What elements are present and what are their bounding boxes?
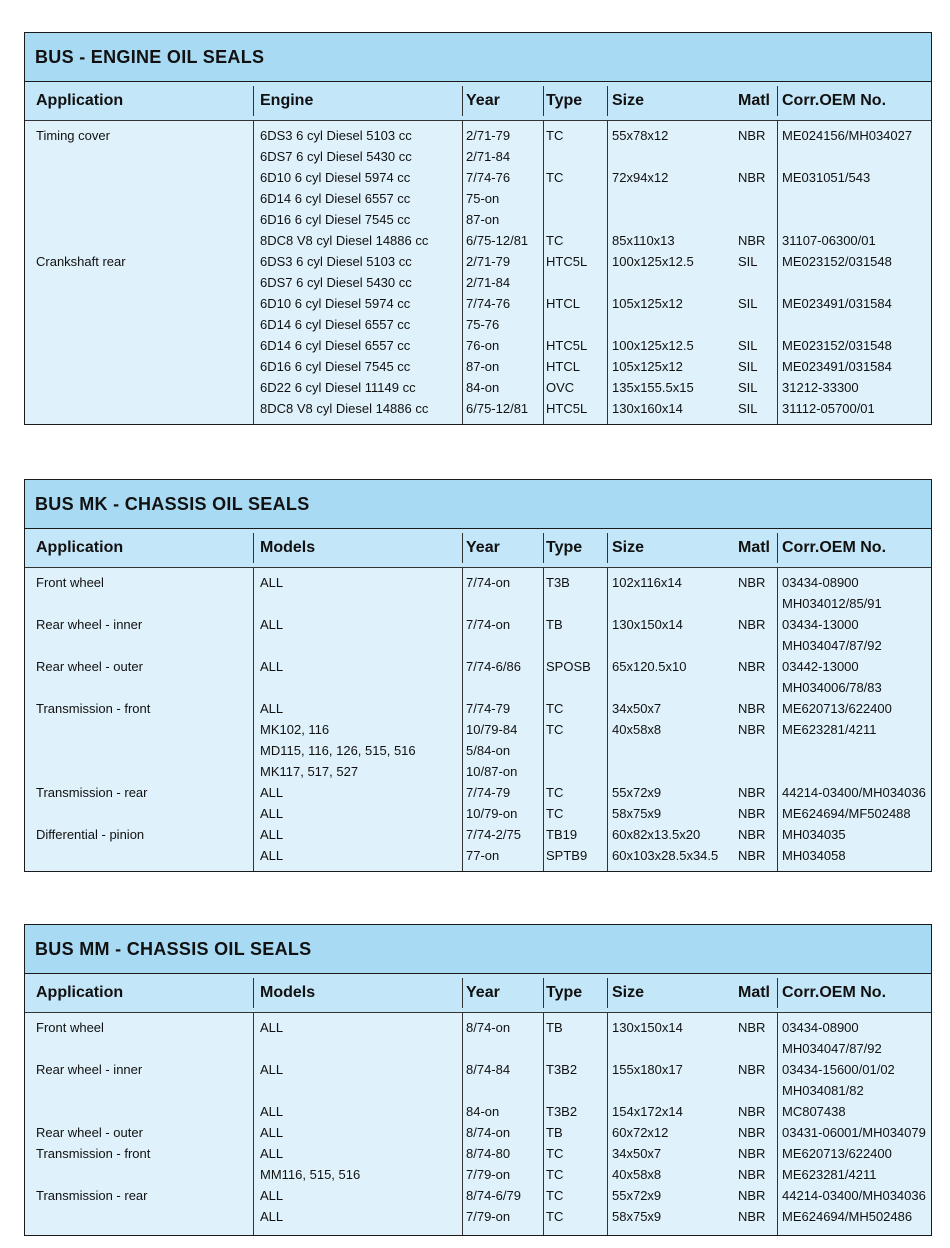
cell-material: NBR (738, 827, 766, 842)
header-divider (543, 533, 544, 563)
table-row (25, 335, 931, 356)
cell-size: 130x150x14 (612, 617, 683, 632)
cell-oem-number: ME024156/MH034027 (782, 128, 913, 143)
cell-engine-model: MD115, 116, 126, 515, 516 (260, 743, 416, 758)
cell-oem-number: MC807438 (782, 1104, 846, 1119)
header-divider (607, 86, 608, 116)
cell-year: 7/74-76 (466, 170, 511, 185)
cell-type: T3B2 (546, 1062, 578, 1077)
header-divider (253, 533, 254, 563)
cell-type: OVC (546, 380, 575, 395)
cell-application: Rear wheel - outer (36, 659, 143, 674)
cell-type: SPTB9 (546, 848, 588, 863)
table-row (25, 1185, 931, 1206)
cell-oem-number: 03442-13000 (782, 659, 859, 674)
cell-type: TC (546, 233, 564, 248)
cell-material: NBR (738, 1209, 766, 1224)
cell-engine-model: ALL (260, 806, 284, 821)
cell-application: Transmission - front (36, 1146, 151, 1161)
cell-application: Rear wheel - inner (36, 617, 143, 632)
header-divider (543, 978, 544, 1008)
cell-engine-model: 6DS7 6 cyl Diesel 5430 cc (260, 275, 412, 290)
column-header-year: Year (466, 984, 500, 1001)
cell-type: TC (546, 1209, 564, 1224)
cell-application: Transmission - rear (36, 785, 148, 800)
cell-type: TB19 (546, 827, 578, 842)
section-title: BUS MM - CHASSIS OIL SEALS (35, 938, 312, 959)
cell-year: 2/71-84 (466, 149, 511, 164)
cell-oem-number: 31112-05700/01 (782, 401, 875, 416)
column-header-oem-number: Corr.OEM No. (782, 92, 887, 109)
table-row (25, 1059, 931, 1080)
cell-engine-model: 6D16 6 cyl Diesel 7545 cc (260, 212, 411, 227)
cell-year: 6/75-12/81 (466, 233, 529, 248)
table-row (25, 782, 931, 803)
cell-type: HTC5L (546, 338, 588, 353)
table-row (25, 167, 931, 188)
cell-engine-model: ALL (260, 827, 284, 842)
cell-type: T3B2 (546, 1104, 578, 1119)
table-row (25, 125, 931, 146)
cell-oem-number: 03434-13000 (782, 617, 859, 632)
table-row (25, 740, 931, 761)
cell-year: 7/74-on (466, 575, 511, 590)
cell-year: 76-on (466, 338, 500, 353)
cell-application: Front wheel (36, 1020, 104, 1035)
cell-type: TB (546, 617, 563, 632)
header-divider (462, 533, 463, 563)
table-row (25, 677, 931, 698)
table-row (25, 1122, 931, 1143)
cell-oem-number: ME623281/4211 (782, 722, 877, 737)
cell-engine-model: 6D14 6 cyl Diesel 6557 cc (260, 317, 411, 332)
cell-engine-model: 6D16 6 cyl Diesel 7545 cc (260, 359, 411, 374)
cell-application: Transmission - rear (36, 1188, 148, 1203)
seal-table-section (24, 32, 932, 425)
cell-year: 75-76 (466, 317, 500, 332)
table-row (25, 761, 931, 782)
table-row (25, 314, 931, 335)
cell-oem-number: ME620713/622400 (782, 701, 892, 716)
header-divider (543, 86, 544, 116)
cell-type: T3B (546, 575, 570, 590)
cell-type: TC (546, 722, 564, 737)
cell-size: 65x120.5x10 (612, 659, 687, 674)
cell-type: TC (546, 1188, 564, 1203)
cell-material: NBR (738, 785, 766, 800)
cell-year: 2/71-84 (466, 275, 511, 290)
cell-oem-number: ME624694/MF502488 (782, 806, 911, 821)
cell-size: 34x50x7 (612, 1146, 662, 1161)
cell-oem-number: ME023152/031548 (782, 254, 892, 269)
table-header (25, 529, 931, 568)
table-row (25, 1080, 931, 1101)
cell-engine-model: 6D14 6 cyl Diesel 6557 cc (260, 191, 411, 206)
cell-year: 5/84-on (466, 743, 511, 758)
cell-engine-model: 8DC8 V8 cyl Diesel 14886 cc (260, 233, 429, 248)
table-row (25, 188, 931, 209)
cell-type: HTC5L (546, 254, 588, 269)
table-row (25, 1017, 931, 1038)
header-divider (607, 533, 608, 563)
cell-engine-model: 6DS3 6 cyl Diesel 5103 cc (260, 254, 412, 269)
table-row (25, 719, 931, 740)
cell-type: TC (546, 1167, 564, 1182)
table-header (25, 974, 931, 1013)
cell-material: NBR (738, 701, 766, 716)
cell-oem-number: ME620713/622400 (782, 1146, 892, 1161)
table-row (25, 803, 931, 824)
cell-oem-number: 31107-06300/01 (782, 233, 876, 248)
column-header-oem-number: Corr.OEM No. (782, 539, 887, 556)
cell-year: 77-on (466, 848, 500, 863)
cell-engine-model: ALL (260, 1146, 284, 1161)
column-header-year: Year (466, 92, 500, 109)
cell-engine-model: MK102, 116 (260, 722, 330, 737)
cell-engine-model: ALL (260, 659, 284, 674)
cell-size: 130x160x14 (612, 401, 683, 416)
table-row (25, 146, 931, 167)
cell-year: 8/74-80 (466, 1146, 511, 1161)
cell-engine-model: ALL (260, 1125, 284, 1140)
cell-material: NBR (738, 170, 766, 185)
column-header-year: Year (466, 539, 500, 556)
header-divider (777, 533, 778, 563)
column-header-type: Type (546, 539, 583, 556)
table-row (25, 293, 931, 314)
table-header (25, 82, 931, 121)
cell-year: 8/74-84 (466, 1062, 511, 1077)
cell-size: 60x82x13.5x20 (612, 827, 701, 842)
cell-oem-number: ME623281/4211 (782, 1167, 877, 1182)
column-header-type: Type (546, 984, 583, 1001)
header-divider (777, 978, 778, 1008)
cell-size: 154x172x14 (612, 1104, 683, 1119)
cell-material: SIL (738, 359, 758, 374)
column-header-application: Application (36, 92, 124, 109)
cell-engine-model: 6D22 6 cyl Diesel 11149 cc (260, 380, 416, 395)
cell-engine-model: ALL (260, 1062, 284, 1077)
cell-year: 10/79-84 (466, 722, 518, 737)
table-row (25, 1101, 931, 1122)
cell-material: NBR (738, 128, 766, 143)
cell-type: TC (546, 128, 564, 143)
cell-oem-number: 03434-15600/01/02 (782, 1062, 895, 1077)
table-row (25, 572, 931, 593)
section-title-bar (25, 33, 931, 82)
cell-application: Transmission - front (36, 701, 151, 716)
cell-type: TC (546, 1146, 564, 1161)
table-row (25, 272, 931, 293)
section-title: BUS - ENGINE OIL SEALS (35, 46, 265, 67)
cell-oem-number: ME023152/031548 (782, 338, 892, 353)
cell-material: NBR (738, 806, 766, 821)
seal-table-section (24, 924, 932, 1236)
cell-size: 55x78x12 (612, 128, 669, 143)
column-header-oem-number: Corr.OEM No. (782, 984, 887, 1001)
cell-material: NBR (738, 1020, 766, 1035)
table-row (25, 251, 931, 272)
cell-size: 85x110x13 (612, 233, 675, 248)
cell-oem-number: 44214-03400/MH034036 (782, 785, 926, 800)
cell-application: Differential - pinion (36, 827, 145, 842)
cell-engine-model: 6DS3 6 cyl Diesel 5103 cc (260, 128, 412, 143)
cell-year: 75-on (466, 191, 500, 206)
cell-engine-model: 6D10 6 cyl Diesel 5974 cc (260, 296, 411, 311)
section-title-bar (25, 925, 931, 974)
section-title: BUS MK - CHASSIS OIL SEALS (35, 493, 310, 514)
table-row (25, 845, 931, 866)
cell-engine-model: ALL (260, 575, 284, 590)
cell-engine-model: ALL (260, 785, 284, 800)
cell-oem-number: ME023491/031584 (782, 296, 892, 311)
cell-engine-model: ALL (260, 1020, 284, 1035)
cell-size: 34x50x7 (612, 701, 662, 716)
column-header-material: Matl (738, 984, 770, 1001)
cell-year: 2/71-79 (466, 128, 511, 143)
cell-oem-number: 31212-33300 (782, 380, 859, 395)
cell-year: 7/74-6/86 (466, 659, 521, 674)
cell-engine-model: ALL (260, 701, 284, 716)
cell-material: NBR (738, 1167, 766, 1182)
cell-material: SIL (738, 380, 758, 395)
column-header-material: Matl (738, 539, 770, 556)
cell-material: SIL (738, 254, 758, 269)
cell-year: 7/74-on (466, 617, 511, 632)
header-divider (462, 86, 463, 116)
cell-year: 7/74-79 (466, 701, 511, 716)
table-row (25, 656, 931, 677)
cell-engine-model: ALL (260, 1188, 284, 1203)
table-body (25, 121, 931, 424)
header-divider (253, 978, 254, 1008)
cell-year: 6/75-12/81 (466, 401, 529, 416)
cell-material: SIL (738, 296, 758, 311)
table-row (25, 356, 931, 377)
table-row (25, 398, 931, 419)
cell-engine-model: 6D10 6 cyl Diesel 5974 cc (260, 170, 411, 185)
column-header-engine-model: Models (260, 539, 316, 556)
cell-material: NBR (738, 1146, 766, 1161)
cell-size: 40x58x8 (612, 722, 662, 737)
cell-year: 87-on (466, 212, 500, 227)
cell-engine-model: 8DC8 V8 cyl Diesel 14886 cc (260, 401, 429, 416)
cell-material: NBR (738, 1104, 766, 1119)
cell-size: 130x150x14 (612, 1020, 683, 1035)
column-header-application: Application (36, 539, 124, 556)
cell-material: NBR (738, 233, 766, 248)
cell-material: NBR (738, 1188, 766, 1203)
table-row (25, 377, 931, 398)
table-row (25, 824, 931, 845)
cell-size: 60x72x12 (612, 1125, 669, 1140)
cell-year: 7/79-on (466, 1209, 511, 1224)
cell-oem-number: 03434-08900 (782, 1020, 859, 1035)
cell-year: 84-on (466, 1104, 500, 1119)
cell-material: NBR (738, 575, 766, 590)
column-header-engine-model: Engine (260, 92, 314, 109)
cell-type: SPOSB (546, 659, 591, 674)
section-title-bar (25, 480, 931, 529)
cell-type: TB (546, 1020, 563, 1035)
cell-application: Front wheel (36, 575, 104, 590)
header-divider (777, 86, 778, 116)
cell-oem-number: 03434-08900 (782, 575, 859, 590)
cell-material: NBR (738, 659, 766, 674)
cell-type: TB (546, 1125, 563, 1140)
cell-engine-model: MK117, 517, 527 (260, 764, 359, 779)
cell-year: 7/74-76 (466, 296, 511, 311)
cell-type: TC (546, 785, 564, 800)
column-header-application: Application (36, 984, 124, 1001)
table-body (25, 568, 931, 871)
table-row (25, 230, 931, 251)
cell-engine-model: 6DS7 6 cyl Diesel 5430 cc (260, 149, 412, 164)
cell-year: 87-on (466, 359, 500, 374)
seal-table-section (24, 479, 932, 872)
cell-size: 100x125x12.5 (612, 254, 694, 269)
table-row (25, 1038, 931, 1059)
column-header-size: Size (612, 539, 645, 556)
cell-size: 55x72x9 (612, 1188, 662, 1203)
cell-year: 8/74-on (466, 1125, 511, 1140)
cell-oem-number: MH034058 (782, 848, 846, 863)
cell-type: HTCL (546, 359, 580, 374)
cell-application: Rear wheel - outer (36, 1125, 143, 1140)
cell-engine-model: ALL (260, 848, 284, 863)
cell-size: 60x103x28.5x34.5 (612, 848, 719, 863)
cell-size: 155x180x17 (612, 1062, 683, 1077)
cell-size: 135x155.5x15 (612, 380, 694, 395)
cell-oem-number: ME023491/031584 (782, 359, 892, 374)
header-divider (462, 978, 463, 1008)
cell-size: 58x75x9 (612, 806, 662, 821)
cell-material: SIL (738, 338, 758, 353)
cell-year: 7/74-79 (466, 785, 511, 800)
column-header-engine-model: Models (260, 984, 316, 1001)
cell-oem-number: 44214-03400/MH034036 (782, 1188, 926, 1203)
cell-engine-model: ALL (260, 1209, 284, 1224)
cell-engine-model: ALL (260, 617, 284, 632)
table-row (25, 635, 931, 656)
cell-application: Timing cover (36, 128, 110, 143)
cell-type: TC (546, 806, 564, 821)
table-row (25, 614, 931, 635)
header-divider (253, 86, 254, 116)
cell-year: 7/74-2/75 (466, 827, 521, 842)
cell-year: 84-on (466, 380, 500, 395)
cell-type: HTC5L (546, 401, 588, 416)
cell-application: Rear wheel - inner (36, 1062, 143, 1077)
table-row (25, 593, 931, 614)
cell-type: TC (546, 701, 564, 716)
cell-engine-model: ALL (260, 1104, 284, 1119)
cell-year: 2/71-79 (466, 254, 511, 269)
cell-oem-number: MH034081/82 (782, 1083, 864, 1098)
cell-type: TC (546, 170, 564, 185)
cell-material: NBR (738, 722, 766, 737)
cell-application: Crankshaft rear (36, 254, 126, 269)
cell-material: NBR (738, 1125, 766, 1140)
cell-type: HTCL (546, 296, 580, 311)
cell-size: 40x58x8 (612, 1167, 662, 1182)
cell-oem-number: MH034006/78/83 (782, 680, 882, 695)
cell-size: 55x72x9 (612, 785, 662, 800)
cell-oem-number: MH034035 (782, 827, 846, 842)
cell-oem-number: ME624694/MH502486 (782, 1209, 913, 1224)
cell-year: 8/74-on (466, 1020, 511, 1035)
cell-material: SIL (738, 401, 758, 416)
cell-oem-number: MH034012/85/91 (782, 596, 882, 611)
cell-year: 10/87-on (466, 764, 518, 779)
table-body (25, 1013, 931, 1235)
cell-size: 102x116x14 (612, 575, 682, 590)
cell-size: 58x75x9 (612, 1209, 662, 1224)
cell-oem-number: ME031051/543 (782, 170, 871, 185)
table-row (25, 698, 931, 719)
table-row (25, 1143, 931, 1164)
cell-size: 72x94x12 (612, 170, 669, 185)
column-header-size: Size (612, 984, 645, 1001)
table-row (25, 1206, 931, 1227)
cell-size: 105x125x12 (612, 296, 683, 311)
cell-year: 8/74-6/79 (466, 1188, 521, 1203)
cell-oem-number: MH034047/87/92 (782, 638, 882, 653)
cell-year: 10/79-on (466, 806, 518, 821)
cell-size: 100x125x12.5 (612, 338, 694, 353)
header-divider (607, 978, 608, 1008)
cell-material: NBR (738, 617, 766, 632)
cell-size: 105x125x12 (612, 359, 683, 374)
cell-material: NBR (738, 1062, 766, 1077)
column-header-size: Size (612, 92, 645, 109)
column-header-material: Matl (738, 92, 770, 109)
cell-engine-model: MM116, 515, 516 (260, 1167, 361, 1182)
cell-oem-number: MH034047/87/92 (782, 1041, 882, 1056)
table-row (25, 1164, 931, 1185)
cell-year: 7/79-on (466, 1167, 511, 1182)
table-row (25, 209, 931, 230)
cell-material: NBR (738, 848, 766, 863)
cell-oem-number: 03431-06001/MH034079 (782, 1125, 926, 1140)
column-header-type: Type (546, 92, 583, 109)
cell-engine-model: 6D14 6 cyl Diesel 6557 cc (260, 338, 411, 353)
